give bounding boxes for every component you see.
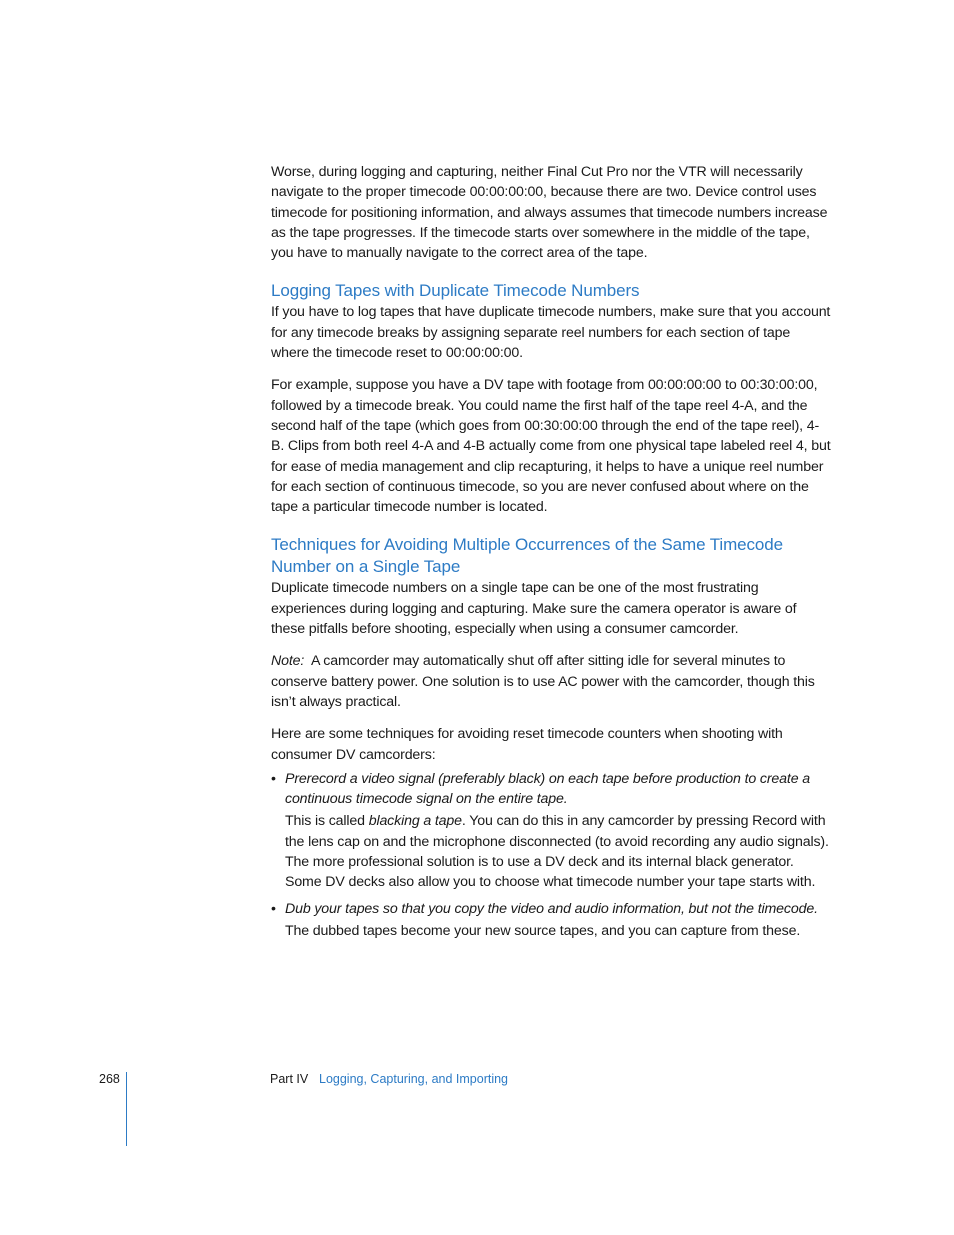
bullet-lead: Dub your tapes so that you copy the video and audio information, but not the timecode.: [285, 900, 818, 917]
bullet-marker: •: [271, 770, 276, 787]
bullet-marker: •: [271, 900, 276, 917]
techniques-paragraph-2: Here are some techniques for avoiding reset timecode counters when shooting with consumer DV camcorders:: [271, 726, 783, 763]
techniques-heading: [271, 534, 831, 578]
bullet-lead: Prerecord a video signal (preferably black) on each tape before production to create a continuous timecode signal on the entire tape.: [285, 770, 810, 808]
note-label: Note:: [271, 653, 305, 670]
bullet-detail: [285, 811, 831, 892]
page-footer: [0, 1071, 954, 1091]
intro-paragraph: Worse, during logging and capturing, neither Final Cut Pro nor the VTR will necessarily navigate to the proper timecode 00:00:00:00, because there are two. Device control uses timecode for positioning information, and always assumes that timecode numbers increase as the tape progresses. If the timecode starts over somewhere in the middle of the tape, you have to manually navigate to the correct area of the tape.: [271, 164, 828, 262]
logging-heading: Logging Tapes with Duplicate Timecode Numbers: [271, 281, 640, 301]
footer-divider: [126, 1072, 127, 1146]
techniques-heading-line-2: Number on a Single Tape: [271, 557, 461, 577]
footer-section-title: Logging, Capturing, and Importing: [319, 1072, 509, 1086]
note-paragraph: [271, 651, 831, 712]
logging-paragraph-2: For example, suppose you have a DV tape with footage from 00:00:00:00 to 00:30:00:00, followed by a timecode break. You could name the first half of the tape reel 4-A, and the second half of the tape (which goes from 00:30:00:00 through the end of the tape reel), 4-B. Clips from both reel 4-A and 4-B actually come from one physical tape labeled reel 4, but for ease of media management and clip recapturing, it helps to have a unique reel number for each section of continuous timecode, so you are never confused about where on the tape a particular timecode number is located.: [271, 377, 831, 516]
note-text: A camcorder may automatically shut off after sitting idle for several minutes to conserve battery power. One solution is to use AC power with the camcorder, though this isn’t always practical.: [271, 653, 815, 710]
page-number: 268: [99, 1072, 120, 1086]
techniques-heading-line-1: Techniques for Avoiding Multiple Occurrences of the Same Timecode: [271, 535, 783, 555]
footer-part-label: Part IV: [270, 1072, 309, 1086]
bullet-detail-term: blacking a tape: [368, 813, 462, 830]
techniques-paragraph-1: Duplicate timecode numbers on a single tape can be one of the most frustrating experiences during logging and capturing. Make sure the camera operator is aware of these pitfalls before shooting, especially when using a consumer camcorder.: [271, 580, 797, 638]
bullet-detail-suffix: . You can do this in any camcorder by pressing Record with the lens cap on and the microphone disconnected (to avoid recording any audio signals). The more professional solution is to use a DV deck and its internal black generator. Some DV decks also allow you to choose what timecode number your tape starts with.: [285, 813, 829, 891]
page-body: [271, 162, 831, 941]
techniques-list: [271, 769, 831, 941]
bullet-detail-prefix: This is called: [285, 813, 369, 830]
list-item: [271, 899, 831, 942]
bullet-detail: The dubbed tapes become your new source tapes, and you can capture from these.: [285, 922, 801, 939]
list-item: [271, 769, 831, 893]
logging-paragraph-1: If you have to log tapes that have duplicate timecode numbers, make sure that you account for any timecode breaks by assigning separate reel numbers for each section of tape where the timecode reset to 00:00:00:00.: [271, 304, 831, 362]
